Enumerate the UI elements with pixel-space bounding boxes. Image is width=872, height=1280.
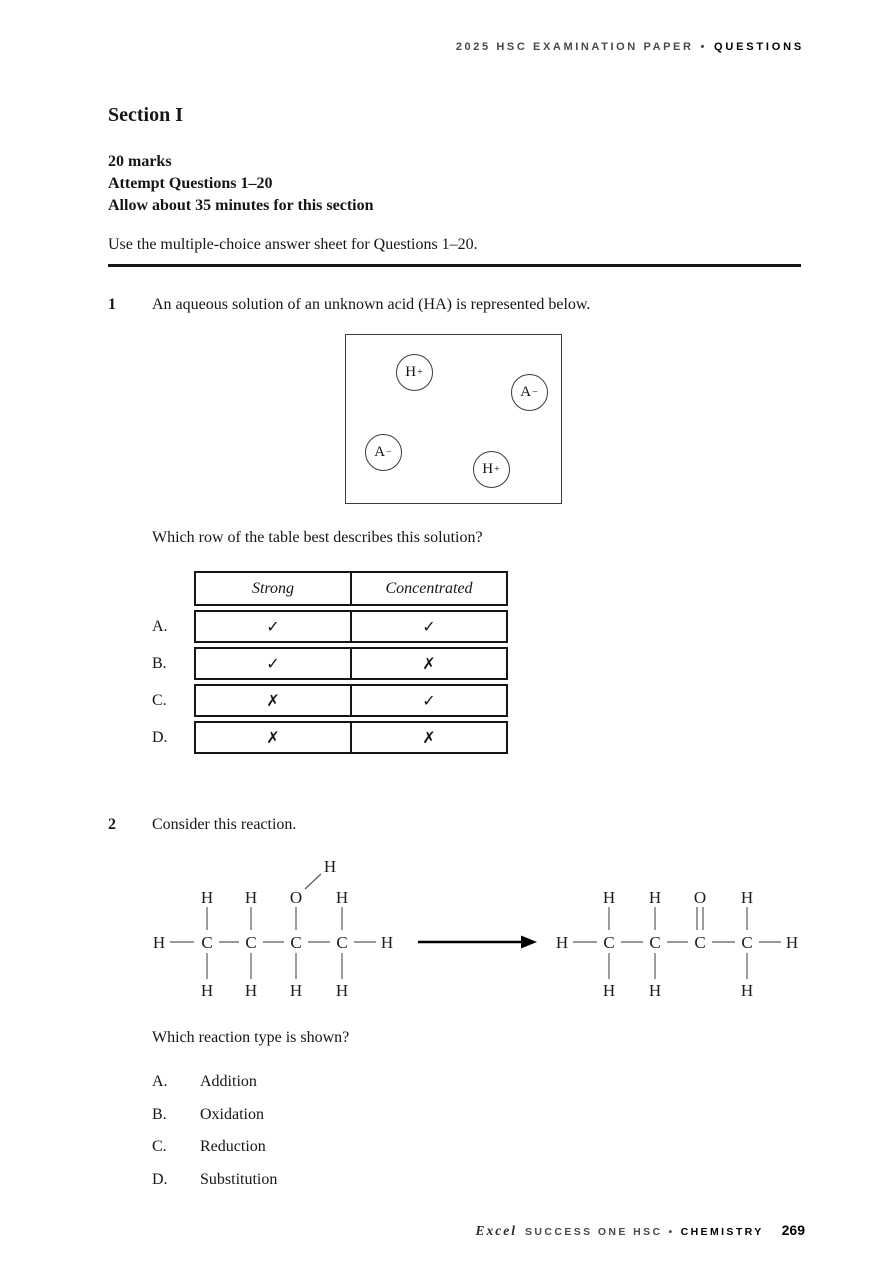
reaction-svg xyxy=(108,855,801,1005)
option-substitution xyxy=(152,1164,277,1197)
question-1-number: 1 xyxy=(108,296,116,313)
atom-label-h: H xyxy=(555,933,569,952)
q2-options xyxy=(152,1066,277,1196)
running-head-separator: • xyxy=(700,41,707,53)
atom-label-c: C xyxy=(290,933,302,952)
ion-charge: + xyxy=(417,366,423,378)
table-cell xyxy=(196,649,350,678)
ion-a-minus xyxy=(365,434,402,471)
table-row xyxy=(152,721,508,754)
ion-charge: − xyxy=(532,386,538,398)
atom-label-h: H xyxy=(323,857,337,876)
atom-label-h: H xyxy=(602,888,616,907)
option-text: Reduction xyxy=(200,1138,266,1156)
atom-label-c: C xyxy=(603,933,615,952)
table-row-box xyxy=(194,610,508,643)
atom-label-h: H xyxy=(648,981,662,1000)
option-addition xyxy=(152,1066,277,1099)
table-cell xyxy=(196,612,350,641)
bond xyxy=(305,874,321,889)
time-line: Allow about 35 minutes for this section xyxy=(108,197,374,214)
option-text: Substitution xyxy=(200,1171,278,1189)
atom-label-h: H xyxy=(289,981,303,1000)
table-row-box xyxy=(194,721,508,754)
atom-label-h: H xyxy=(200,981,214,1000)
atom-label-h: H xyxy=(335,888,349,907)
ion-symbol: A xyxy=(520,383,532,400)
check-mark: ✓ xyxy=(422,691,436,710)
running-head-section: QUESTIONS xyxy=(714,41,804,53)
atom-label-h: H xyxy=(740,888,754,907)
atom-label-h: H xyxy=(740,981,754,1000)
atom-label-c: C xyxy=(649,933,661,952)
cross-mark: ✗ xyxy=(422,728,436,747)
table-row xyxy=(152,610,508,643)
reaction-arrow xyxy=(418,936,537,949)
reactant-molecule xyxy=(153,857,393,1000)
atom-label-o: O xyxy=(693,888,707,907)
page-number: 269 xyxy=(781,1222,805,1238)
atom-label-c: C xyxy=(694,933,706,952)
ion-charge: − xyxy=(386,446,392,458)
atom-label-h: H xyxy=(380,933,394,952)
row-letter: D. xyxy=(152,728,168,746)
ion-h-plus xyxy=(473,451,510,488)
option-letter: C. xyxy=(152,1138,167,1156)
atom-label-c: C xyxy=(245,933,257,952)
option-letter: D. xyxy=(152,1171,168,1189)
atom-label-h: H xyxy=(648,888,662,907)
table-cell xyxy=(350,686,506,715)
ion-charge: + xyxy=(494,463,500,475)
ion-symbol: H xyxy=(405,363,417,380)
running-head xyxy=(456,41,804,53)
marks-line: 20 marks xyxy=(108,153,172,170)
running-head-series: 2025 HSC EXAMINATION PAPER xyxy=(455,41,694,53)
question-1 xyxy=(108,296,590,314)
ion-a-minus xyxy=(511,374,548,411)
question-2 xyxy=(108,816,296,834)
option-letter: B. xyxy=(152,1105,167,1123)
check-mark: ✓ xyxy=(266,654,280,673)
page-footer xyxy=(475,1222,805,1239)
check-mark: ✓ xyxy=(422,617,436,636)
column-header: Concentrated xyxy=(350,573,506,604)
footer-separator: • xyxy=(668,1226,675,1238)
option-text: Addition xyxy=(200,1073,257,1091)
cross-mark: ✗ xyxy=(422,654,436,673)
table-cell xyxy=(196,723,350,752)
question-2-prompt: Which reaction type is shown? xyxy=(152,1029,350,1046)
table-row-box xyxy=(194,684,508,717)
atom-label-h: H xyxy=(152,933,166,952)
product-molecule xyxy=(556,888,798,1000)
option-text: Oxidation xyxy=(200,1105,264,1123)
atom-label-h: H xyxy=(602,981,616,1000)
ion-symbol: A xyxy=(374,443,386,460)
row-letter: B. xyxy=(152,654,167,672)
atom-label-h: H xyxy=(244,981,258,1000)
table-cell xyxy=(350,612,506,641)
section-title: Section I xyxy=(108,104,183,126)
atom-label-c: C xyxy=(201,933,213,952)
footer-series: SUCCESS ONE HSC xyxy=(524,1226,663,1238)
footer-brand: Excel xyxy=(475,1223,517,1238)
solution-box xyxy=(345,334,562,504)
atom-label-c: C xyxy=(336,933,348,952)
answer-sheet-note: Use the multiple-choice answer sheet for Questions 1–20. xyxy=(108,236,478,253)
option-oxidation xyxy=(152,1099,277,1132)
table-cell xyxy=(196,686,350,715)
question-2-text: Consider this reaction. xyxy=(152,816,297,833)
mc-table xyxy=(152,571,508,758)
atom-label-h: H xyxy=(335,981,349,1000)
question-2-number: 2 xyxy=(108,816,116,833)
atom-label-o: O xyxy=(289,888,303,907)
ion-symbol: H xyxy=(482,460,494,477)
section-instructions xyxy=(108,151,374,217)
question-1-prompt: Which row of the table best describes this solution? xyxy=(152,529,483,546)
atom-label-c: C xyxy=(741,933,753,952)
atom-label-h: H xyxy=(244,888,258,907)
table-cell xyxy=(350,723,506,752)
table-header-box xyxy=(194,571,508,606)
table-row xyxy=(152,647,508,680)
row-letter: C. xyxy=(152,691,167,709)
atom-label-h: H xyxy=(200,888,214,907)
footer-subject: CHEMISTRY xyxy=(680,1226,764,1238)
attempt-line: Attempt Questions 1–20 xyxy=(108,175,273,192)
option-letter: A. xyxy=(152,1073,168,1091)
atom-label-h: H xyxy=(785,933,799,952)
row-letter: A. xyxy=(152,617,168,635)
table-cell xyxy=(350,649,506,678)
check-mark: ✓ xyxy=(266,617,280,636)
table-row-box xyxy=(194,647,508,680)
ion-h-plus xyxy=(396,354,433,391)
cross-mark: ✗ xyxy=(266,728,280,747)
column-header: Strong xyxy=(251,579,295,597)
question-1-text: An aqueous solution of an unknown acid (HA) is represented below. xyxy=(152,296,591,313)
option-reduction xyxy=(152,1131,277,1164)
cross-mark: ✗ xyxy=(266,691,280,710)
table-row xyxy=(152,684,508,717)
section-divider xyxy=(108,264,801,267)
table-header-row xyxy=(152,571,508,606)
